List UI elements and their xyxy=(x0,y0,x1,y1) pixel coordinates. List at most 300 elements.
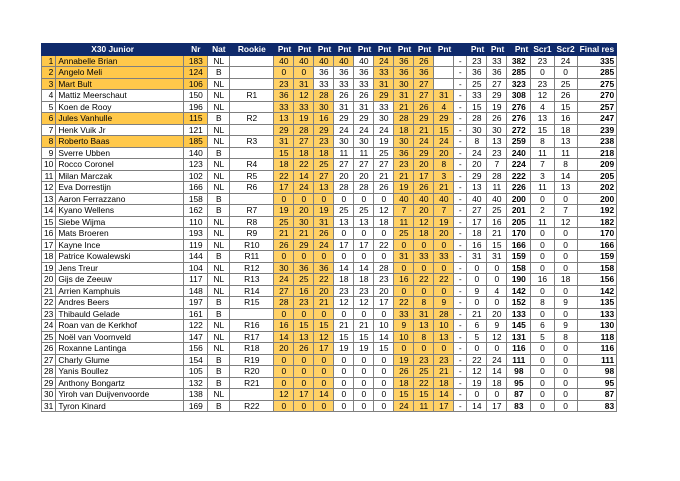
driver-name-cell: Henk Vuik Jr xyxy=(56,124,184,136)
separator-cell: - xyxy=(454,113,467,125)
points-cell: 17 xyxy=(334,239,354,251)
points-cell: 11 xyxy=(487,182,507,194)
driver-name-cell: Roberto Baas xyxy=(56,136,184,148)
separator-cell: - xyxy=(454,262,467,274)
points-cell: 33 xyxy=(394,308,414,320)
points-total-cell: 158 xyxy=(507,262,531,274)
points-cell: 0 xyxy=(414,343,434,355)
points-cell: 19 xyxy=(434,216,454,228)
points-cell: 5 xyxy=(467,331,487,343)
rookie-cell: R7 xyxy=(230,205,274,217)
table-row xyxy=(42,239,617,251)
points-cell: 11 xyxy=(394,216,414,228)
points-cell: 17 xyxy=(434,400,454,412)
nationality-cell: B xyxy=(208,205,230,217)
points-cell: 40 xyxy=(314,55,334,67)
nationality-cell: NL xyxy=(208,159,230,171)
points-cell: 4 xyxy=(487,285,507,297)
position-cell: 14 xyxy=(42,205,56,217)
col-pnt: Pnt xyxy=(354,44,374,56)
number-cell: 169 xyxy=(184,400,208,412)
points-cell: 28 xyxy=(394,113,414,125)
points-cell: 20 xyxy=(354,170,374,182)
scratch1-cell: 0 xyxy=(531,262,554,274)
points-cell: 21 xyxy=(434,366,454,378)
table-row xyxy=(42,124,617,136)
position-cell: 3 xyxy=(42,78,56,90)
points-cell: 15 xyxy=(374,343,394,355)
points-cell: 25 xyxy=(487,205,507,217)
separator-cell: - xyxy=(454,193,467,205)
points-cell: 30 xyxy=(467,124,487,136)
points-cell: 19 xyxy=(314,205,334,217)
points-cell: 0 xyxy=(467,389,487,401)
col-pnt-total: Pnt xyxy=(507,44,531,56)
position-cell: 24 xyxy=(42,320,56,332)
points-cell: 23 xyxy=(334,285,354,297)
points-cell: 10 xyxy=(434,320,454,332)
points-cell: 16 xyxy=(294,285,314,297)
scratch1-cell: 7 xyxy=(531,159,554,171)
points-cell: 24 xyxy=(274,274,294,286)
rookie-cell xyxy=(230,193,274,205)
nationality-cell: B xyxy=(208,400,230,412)
number-cell: 156 xyxy=(184,343,208,355)
points-cell: 26 xyxy=(394,366,414,378)
col-scr1: Scr1 xyxy=(531,44,554,56)
scratch1-cell: 5 xyxy=(531,331,554,343)
points-cell: 6 xyxy=(467,320,487,332)
points-cell: 13 xyxy=(314,182,334,194)
points-cell: 9 xyxy=(434,297,454,309)
points-cell: 31 xyxy=(314,216,334,228)
final-result-cell: 270 xyxy=(577,90,616,102)
points-cell: 17 xyxy=(314,343,334,355)
points-cell: 22 xyxy=(294,159,314,171)
number-cell: 193 xyxy=(184,228,208,240)
rookie-cell: R5 xyxy=(230,170,274,182)
points-cell: 0 xyxy=(274,308,294,320)
points-cell: 40 xyxy=(294,55,314,67)
col-nr: Nr xyxy=(184,44,208,56)
points-cell: 28 xyxy=(294,124,314,136)
points-cell: 0 xyxy=(274,366,294,378)
points-cell: 17 xyxy=(354,239,374,251)
points-cell: 20 xyxy=(374,285,394,297)
rookie-cell: R8 xyxy=(230,216,274,228)
points-cell: 0 xyxy=(334,400,354,412)
points-cell: 0 xyxy=(487,389,507,401)
table-title: X30 Junior xyxy=(42,44,184,56)
number-cell: 196 xyxy=(184,101,208,113)
points-cell: 18 xyxy=(467,228,487,240)
points-cell: 15 xyxy=(414,389,434,401)
points-cell: 27 xyxy=(374,159,394,171)
table-row xyxy=(42,343,617,355)
scratch2-cell: 0 xyxy=(554,389,577,401)
points-cell: 25 xyxy=(414,366,434,378)
points-cell: 13 xyxy=(334,216,354,228)
points-cell: 36 xyxy=(274,90,294,102)
points-cell: 0 xyxy=(374,193,394,205)
points-cell: 21 xyxy=(374,170,394,182)
table-row xyxy=(42,159,617,171)
table-row xyxy=(42,228,617,240)
final-result-cell: 133 xyxy=(577,308,616,320)
points-cell: 26 xyxy=(414,101,434,113)
number-cell: 166 xyxy=(184,182,208,194)
table-row xyxy=(42,251,617,263)
points-cell: 0 xyxy=(274,67,294,79)
col-nat: Nat xyxy=(208,44,230,56)
nationality-cell: NL xyxy=(208,90,230,102)
points-cell: 8 xyxy=(434,159,454,171)
points-cell: 20 xyxy=(314,285,334,297)
points-cell: 30 xyxy=(394,136,414,148)
scratch2-cell: 9 xyxy=(554,320,577,332)
rookie-cell: R15 xyxy=(230,297,274,309)
table-row xyxy=(42,400,617,412)
points-cell: 30 xyxy=(354,136,374,148)
table-row xyxy=(42,113,617,125)
points-cell: 0 xyxy=(414,239,434,251)
driver-name-cell: Patrice Kowalewski xyxy=(56,251,184,263)
separator-cell: - xyxy=(454,228,467,240)
points-cell: 24 xyxy=(334,124,354,136)
final-result-cell: 130 xyxy=(577,320,616,332)
col-pnt: Pnt xyxy=(294,44,314,56)
table-row xyxy=(42,297,617,309)
scratch2-cell: 0 xyxy=(554,251,577,263)
separator-cell: - xyxy=(454,216,467,228)
points-cell: 17 xyxy=(487,400,507,412)
final-result-cell: 182 xyxy=(577,216,616,228)
points-cell: 18 xyxy=(274,159,294,171)
points-cell: 31 xyxy=(374,78,394,90)
points-total-cell: 226 xyxy=(507,182,531,194)
points-cell: 31 xyxy=(334,101,354,113)
points-total-cell: 133 xyxy=(507,308,531,320)
driver-name-cell: Tyron Kinard xyxy=(56,400,184,412)
scratch1-cell: 0 xyxy=(531,377,554,389)
points-cell: 0 xyxy=(394,285,414,297)
points-cell: 16 xyxy=(394,274,414,286)
rookie-cell: R13 xyxy=(230,274,274,286)
separator-cell: - xyxy=(454,101,467,113)
col-pnt: Pnt xyxy=(314,44,334,56)
rookie-cell: R19 xyxy=(230,354,274,366)
points-cell: 0 xyxy=(414,262,434,274)
points-cell: 18 xyxy=(414,228,434,240)
points-cell: 0 xyxy=(487,297,507,309)
table-row xyxy=(42,389,617,401)
col-scr2: Scr2 xyxy=(554,44,577,56)
points-cell: 22 xyxy=(414,274,434,286)
points-cell: 30 xyxy=(334,136,354,148)
number-cell: 121 xyxy=(184,124,208,136)
points-cell: 31 xyxy=(294,78,314,90)
points-total-cell: 98 xyxy=(507,366,531,378)
points-cell: 36 xyxy=(354,67,374,79)
number-cell: 185 xyxy=(184,136,208,148)
position-cell: 9 xyxy=(42,147,56,159)
points-cell: 23 xyxy=(294,297,314,309)
scratch1-cell: 12 xyxy=(531,90,554,102)
points-cell: 26 xyxy=(374,182,394,194)
table-row xyxy=(42,136,617,148)
driver-name-cell: Arrien Kamphuis xyxy=(56,285,184,297)
position-cell: 16 xyxy=(42,228,56,240)
nationality-cell: B xyxy=(208,67,230,79)
nationality-cell: B xyxy=(208,113,230,125)
points-cell: 15 xyxy=(467,101,487,113)
scratch1-cell: 0 xyxy=(531,193,554,205)
points-total-cell: 142 xyxy=(507,285,531,297)
points-cell: 13 xyxy=(434,331,454,343)
points-cell: 14 xyxy=(334,262,354,274)
points-cell: 22 xyxy=(434,274,454,286)
scratch1-cell: 0 xyxy=(531,343,554,355)
number-cell: 132 xyxy=(184,377,208,389)
scratch1-cell: 0 xyxy=(531,67,554,79)
rookie-cell: R12 xyxy=(230,262,274,274)
points-cell: 17 xyxy=(374,297,394,309)
points-cell: 25 xyxy=(294,274,314,286)
nationality-cell: NL xyxy=(208,320,230,332)
points-total-cell: 276 xyxy=(507,101,531,113)
final-result-cell: 247 xyxy=(577,113,616,125)
points-cell: 0 xyxy=(294,251,314,263)
points-cell: 28 xyxy=(274,297,294,309)
points-cell: 26 xyxy=(414,182,434,194)
separator-cell: - xyxy=(454,251,467,263)
scratch2-cell: 0 xyxy=(554,377,577,389)
points-cell: 11 xyxy=(354,147,374,159)
position-cell: 21 xyxy=(42,285,56,297)
driver-name-cell: Kayne Ince xyxy=(56,239,184,251)
col-pnt: Pnt xyxy=(467,44,487,56)
position-cell: 28 xyxy=(42,366,56,378)
nationality-cell: NL xyxy=(208,343,230,355)
points-cell: 18 xyxy=(394,124,414,136)
position-cell: 2 xyxy=(42,67,56,79)
points-cell: 21 xyxy=(467,308,487,320)
table-row xyxy=(42,262,617,274)
separator-cell: - xyxy=(454,67,467,79)
number-cell: 110 xyxy=(184,216,208,228)
points-cell: 36 xyxy=(394,55,414,67)
points-cell: 19 xyxy=(467,377,487,389)
points-cell: 29 xyxy=(414,147,434,159)
points-cell: 12 xyxy=(467,366,487,378)
points-cell: 24 xyxy=(374,124,394,136)
points-total-cell: 323 xyxy=(507,78,531,90)
separator-cell: - xyxy=(454,170,467,182)
driver-name-cell: Annabelle Brian xyxy=(56,55,184,67)
points-cell: 36 xyxy=(467,67,487,79)
table-row xyxy=(42,78,617,90)
points-cell: 27 xyxy=(414,78,434,90)
points-cell: 30 xyxy=(274,262,294,274)
points-cell: 36 xyxy=(487,67,507,79)
points-cell: 30 xyxy=(314,101,334,113)
final-result-cell: 87 xyxy=(577,389,616,401)
points-cell: 21 xyxy=(314,297,334,309)
col-pnt: Pnt xyxy=(434,44,454,56)
driver-name-cell: Roan van de Kerkhof xyxy=(56,320,184,332)
separator-cell: - xyxy=(454,274,467,286)
driver-name-cell: Kyano Wellens xyxy=(56,205,184,217)
points-total-cell: 116 xyxy=(507,343,531,355)
points-cell: 27 xyxy=(467,205,487,217)
points-cell: 26 xyxy=(334,90,354,102)
scratch2-cell: 12 xyxy=(554,216,577,228)
final-result-cell: 166 xyxy=(577,239,616,251)
points-cell: 0 xyxy=(394,239,414,251)
points-total-cell: 224 xyxy=(507,159,531,171)
points-cell: 24 xyxy=(434,136,454,148)
points-cell: 14 xyxy=(434,389,454,401)
driver-name-cell: Rocco Coronel xyxy=(56,159,184,171)
points-cell: 8 xyxy=(467,136,487,148)
col-pnt: Pnt xyxy=(487,44,507,56)
points-cell: 24 xyxy=(314,239,334,251)
points-cell: 12 xyxy=(487,331,507,343)
points-cell: 21 xyxy=(414,124,434,136)
number-cell: 123 xyxy=(184,159,208,171)
points-cell: 0 xyxy=(374,228,394,240)
final-result-cell: 159 xyxy=(577,251,616,263)
points-cell: 23 xyxy=(354,285,374,297)
scratch2-cell: 11 xyxy=(554,147,577,159)
nationality-cell: B xyxy=(208,377,230,389)
final-result-cell: 238 xyxy=(577,136,616,148)
points-cell: 0 xyxy=(354,354,374,366)
position-cell: 4 xyxy=(42,90,56,102)
table-row xyxy=(42,331,617,343)
separator-cell: - xyxy=(454,78,467,90)
points-cell: 40 xyxy=(414,193,434,205)
points-cell: 29 xyxy=(294,239,314,251)
number-cell: 162 xyxy=(184,205,208,217)
points-cell: 0 xyxy=(274,193,294,205)
separator-cell: - xyxy=(454,320,467,332)
points-cell: 33 xyxy=(334,78,354,90)
points-total-cell: 240 xyxy=(507,147,531,159)
final-result-cell: 209 xyxy=(577,159,616,171)
number-cell: 147 xyxy=(184,331,208,343)
scratch1-cell: 16 xyxy=(531,274,554,286)
points-cell: 0 xyxy=(354,389,374,401)
separator-cell: - xyxy=(454,147,467,159)
points-cell: 30 xyxy=(394,78,414,90)
points-cell: 31 xyxy=(394,90,414,102)
points-cell: 28 xyxy=(374,262,394,274)
position-cell: 15 xyxy=(42,216,56,228)
points-cell: 0 xyxy=(374,400,394,412)
points-cell: 0 xyxy=(314,308,334,320)
points-cell: 21 xyxy=(334,320,354,332)
rookie-cell xyxy=(230,67,274,79)
points-cell: 24 xyxy=(354,124,374,136)
points-cell: 0 xyxy=(314,366,334,378)
points-cell: 10 xyxy=(394,331,414,343)
points-cell: 31 xyxy=(274,136,294,148)
points-cell: 24 xyxy=(414,136,434,148)
points-cell: 21 xyxy=(394,101,414,113)
scratch2-cell: 0 xyxy=(554,262,577,274)
points-cell: 0 xyxy=(354,193,374,205)
scratch2-cell: 18 xyxy=(554,124,577,136)
points-cell: 0 xyxy=(294,366,314,378)
points-cell: 29 xyxy=(374,90,394,102)
driver-name-cell: Mattiz Meerschaut xyxy=(56,90,184,102)
points-cell: 27 xyxy=(414,90,434,102)
separator-cell: - xyxy=(454,389,467,401)
driver-name-cell: Sverre Ubben xyxy=(56,147,184,159)
number-cell: 140 xyxy=(184,147,208,159)
scratch2-cell: 0 xyxy=(554,366,577,378)
separator-cell: - xyxy=(454,239,467,251)
driver-name-cell: Jules Vanhulle xyxy=(56,113,184,125)
points-cell: 20 xyxy=(434,228,454,240)
points-total-cell: 83 xyxy=(507,400,531,412)
driver-name-cell: Milan Marczak xyxy=(56,170,184,182)
nationality-cell: NL xyxy=(208,262,230,274)
rookie-cell: R6 xyxy=(230,182,274,194)
points-cell: 22 xyxy=(394,297,414,309)
points-cell: 12 xyxy=(314,331,334,343)
driver-name-cell: Angelo Meli xyxy=(56,67,184,79)
points-cell: 31 xyxy=(434,90,454,102)
points-cell: 16 xyxy=(274,320,294,332)
nationality-cell: NL xyxy=(208,285,230,297)
points-total-cell: 159 xyxy=(507,251,531,263)
nationality-cell: NL xyxy=(208,124,230,136)
points-cell: 29 xyxy=(354,113,374,125)
points-total-cell: 222 xyxy=(507,170,531,182)
separator-cell: - xyxy=(454,366,467,378)
points-cell: 0 xyxy=(334,308,354,320)
points-cell: 30 xyxy=(294,216,314,228)
position-cell: 5 xyxy=(42,101,56,113)
points-cell: 0 xyxy=(334,354,354,366)
table-body xyxy=(42,55,617,412)
position-cell: 10 xyxy=(42,159,56,171)
points-cell: 13 xyxy=(354,216,374,228)
rookie-cell: R2 xyxy=(230,113,274,125)
points-cell: 0 xyxy=(334,228,354,240)
col-rookie: Rookie xyxy=(230,44,274,56)
points-cell: 24 xyxy=(467,147,487,159)
points-cell: 0 xyxy=(467,343,487,355)
nationality-cell: NL xyxy=(208,228,230,240)
points-cell: 15 xyxy=(294,320,314,332)
points-cell: 23 xyxy=(314,136,334,148)
points-cell: 9 xyxy=(467,285,487,297)
points-cell: 12 xyxy=(294,90,314,102)
table-row xyxy=(42,320,617,332)
nationality-cell: NL xyxy=(208,274,230,286)
points-cell: 3 xyxy=(434,170,454,182)
final-result-cell: 111 xyxy=(577,354,616,366)
points-cell: 0 xyxy=(314,251,334,263)
scratch1-cell: 0 xyxy=(531,400,554,412)
separator-cell: - xyxy=(454,331,467,343)
number-cell: 148 xyxy=(184,285,208,297)
driver-name-cell: Andres Beers xyxy=(56,297,184,309)
points-cell: 15 xyxy=(334,331,354,343)
